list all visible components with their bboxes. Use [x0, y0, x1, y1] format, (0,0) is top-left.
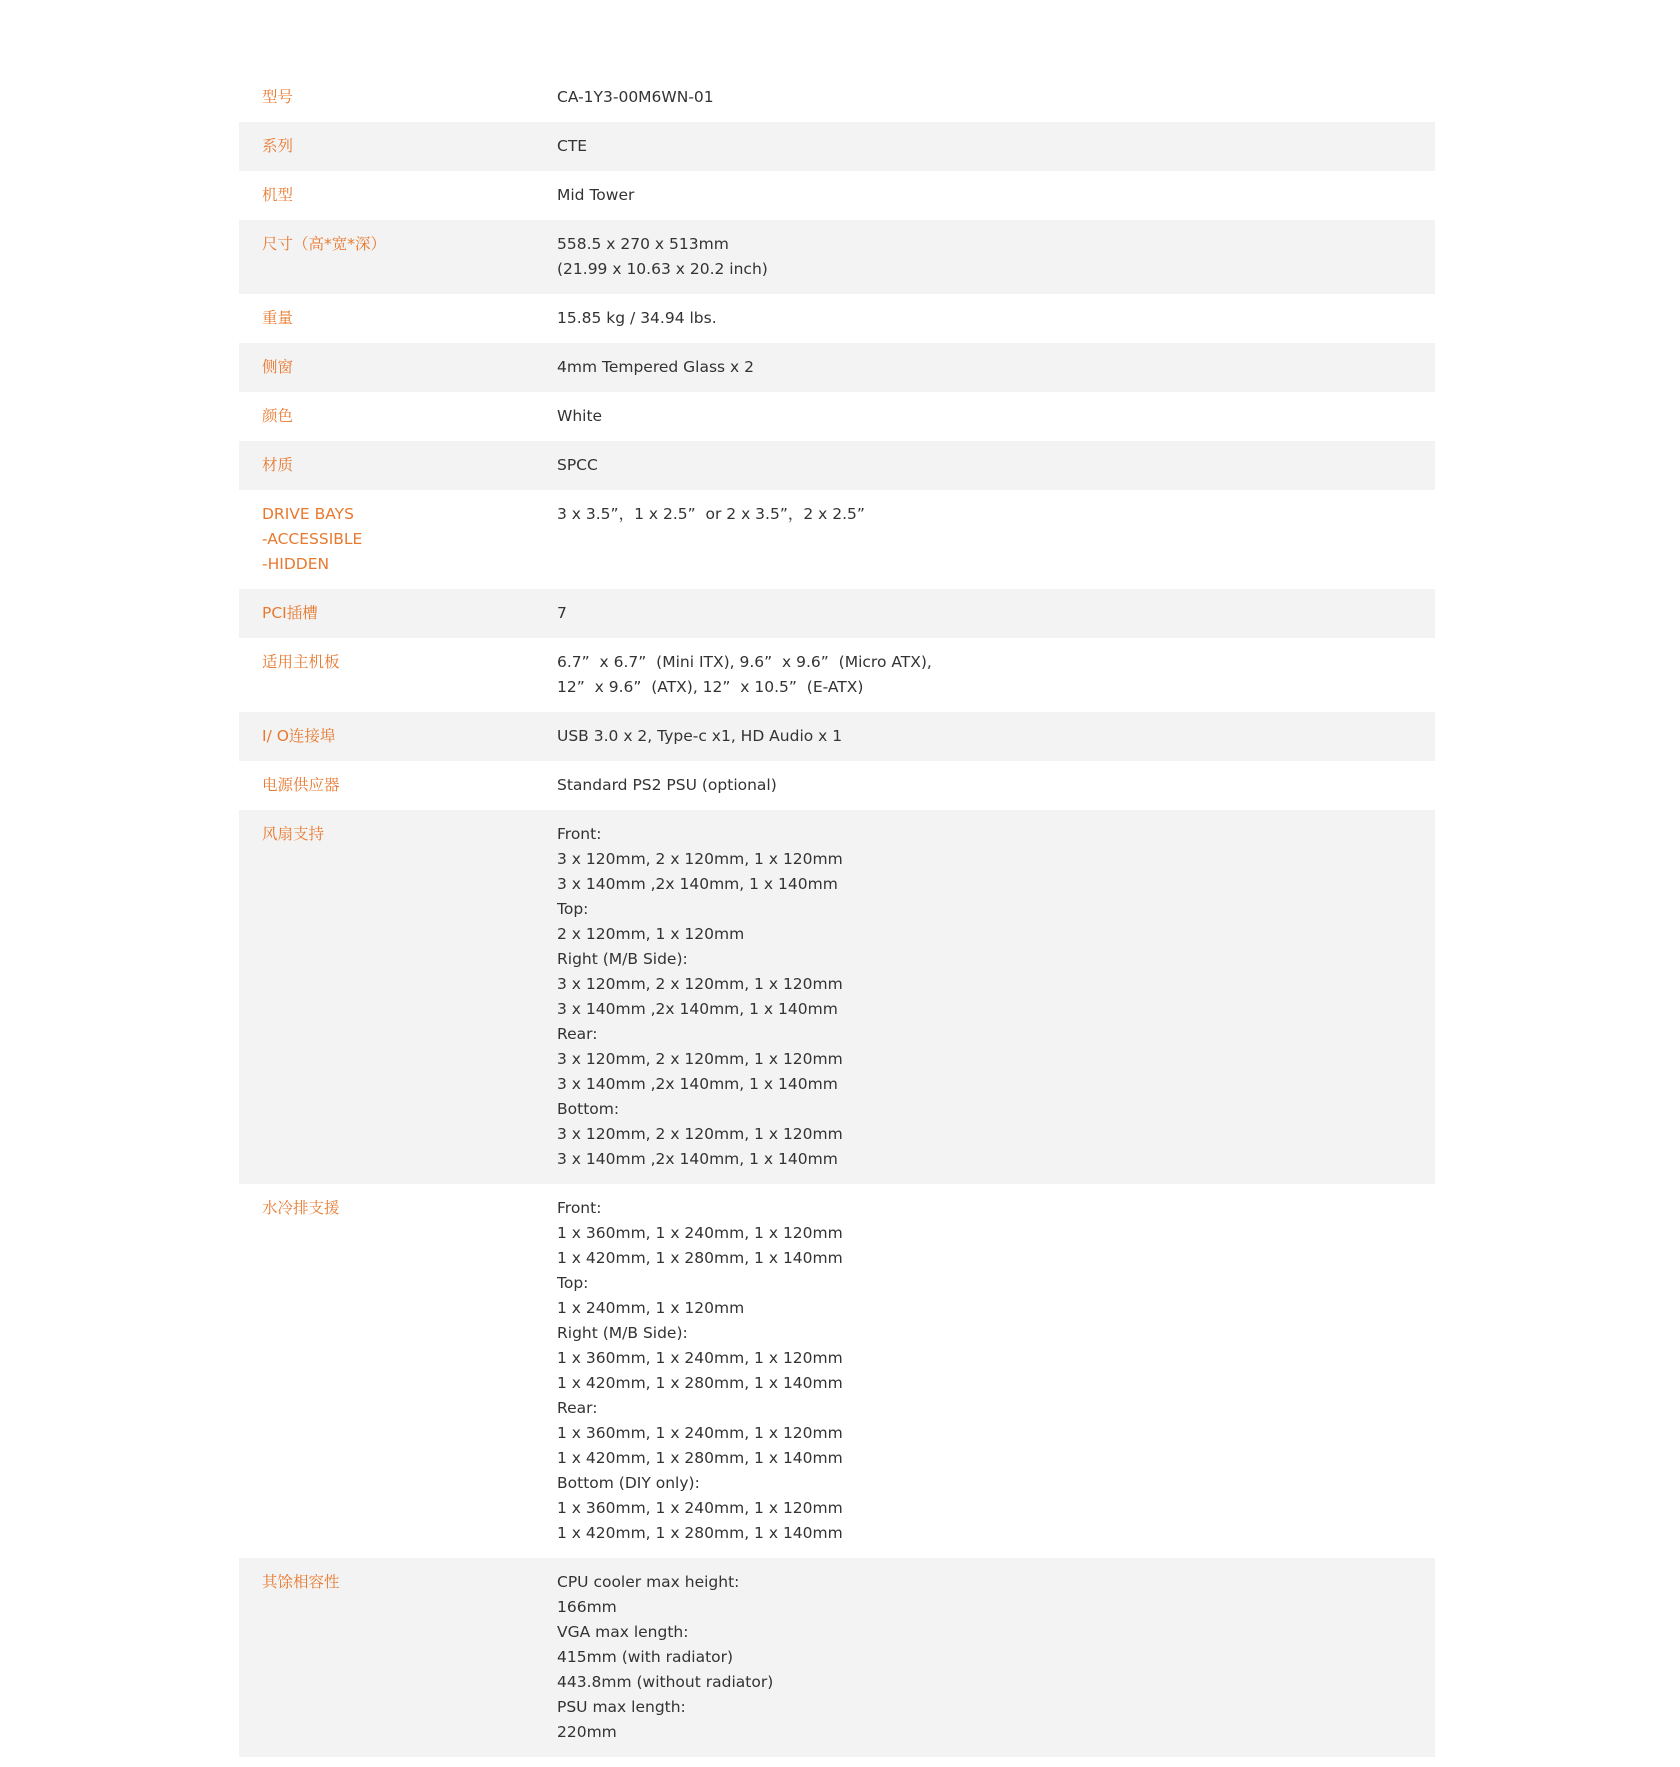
spec-label: 材质: [262, 456, 294, 474]
spec-label: PCI插槽: [262, 604, 318, 622]
spec-value-line: Rear:: [557, 1399, 598, 1417]
spec-value-line: 15.85 kg / 34.94 lbs.: [557, 309, 717, 327]
spec-value: [557, 306, 1435, 331]
spec-value-line: Front:: [557, 825, 602, 843]
spec-row: [239, 441, 1435, 490]
spec-value-line: CTE: [557, 137, 588, 155]
spec-value-line: SPCC: [557, 456, 598, 474]
spec-value: [557, 1570, 1435, 1745]
spec-value-line: 3 x 120mm, 2 x 120mm, 1 x 120mm: [557, 1125, 843, 1143]
spec-value-line: 1 x 420mm, 1 x 280mm, 1 x 140mm: [557, 1374, 843, 1392]
spec-label: DRIVE BAYS -ACCESSIBLE -HIDDEN: [262, 505, 363, 573]
spec-value: [557, 1196, 1435, 1546]
spec-value-line: 1 x 420mm, 1 x 280mm, 1 x 140mm: [557, 1449, 843, 1467]
spec-label: 重量: [262, 309, 294, 327]
spec-value-line: VGA max length:: [557, 1623, 689, 1641]
spec-row: [239, 343, 1435, 392]
spec-row: [239, 1558, 1435, 1757]
spec-row: [239, 810, 1435, 1184]
spec-value-line: 2 x 120mm, 1 x 120mm: [557, 925, 745, 943]
spec-label: 水冷排支援: [262, 1199, 340, 1217]
spec-row: [239, 490, 1435, 589]
spec-value-line: 443.8mm (without radiator): [557, 1673, 774, 1691]
spec-value-line: 1 x 360mm, 1 x 240mm, 1 x 120mm: [557, 1349, 843, 1367]
spec-value: [557, 355, 1435, 380]
spec-value-line: 12” x 9.6” (ATX), 12” x 10.5” (E-ATX): [557, 678, 864, 696]
spec-label: 风扇支持: [262, 825, 325, 843]
spec-value-line: Mid Tower: [557, 186, 635, 204]
spec-label: 颜色: [262, 407, 294, 425]
spec-row: [239, 171, 1435, 220]
spec-label: 尺寸（高*宽*深）: [262, 235, 387, 253]
spec-value-line: 1 x 360mm, 1 x 240mm, 1 x 120mm: [557, 1499, 843, 1517]
spec-value-line: Front:: [557, 1199, 602, 1217]
spec-value-line: 3 x 140mm ,2x 140mm, 1 x 140mm: [557, 1000, 838, 1018]
spec-value-line: 7: [557, 604, 567, 622]
spec-value-line: 1 x 240mm, 1 x 120mm: [557, 1299, 745, 1317]
spec-row: [239, 712, 1435, 761]
spec-label: 系列: [262, 137, 294, 155]
spec-value-line: Top:: [557, 900, 589, 918]
spec-label: 电源供应器: [262, 776, 340, 794]
spec-value: [557, 724, 1435, 749]
spec-value-line: 1 x 420mm, 1 x 280mm, 1 x 140mm: [557, 1249, 843, 1267]
spec-value: [557, 502, 1435, 527]
spec-table: [239, 73, 1435, 1757]
spec-row: [239, 589, 1435, 638]
spec-value-line: (21.99 x 10.63 x 20.2 inch): [557, 260, 768, 278]
spec-label: 型号: [262, 88, 294, 106]
spec-value-line: CA-1Y3-00M6WN-01: [557, 88, 714, 106]
spec-value: [557, 822, 1435, 1172]
spec-label: 其馀相容性: [262, 1573, 340, 1591]
spec-value-line: 3 x 3.5”，1 x 2.5” or 2 x 3.5”，2 x 2.5”: [557, 505, 865, 523]
spec-row: [239, 122, 1435, 171]
spec-value-line: 3 x 120mm, 2 x 120mm, 1 x 120mm: [557, 1050, 843, 1068]
spec-value-line: 1 x 360mm, 1 x 240mm, 1 x 120mm: [557, 1224, 843, 1242]
spec-row: [239, 392, 1435, 441]
spec-value-line: 1 x 420mm, 1 x 280mm, 1 x 140mm: [557, 1524, 843, 1542]
spec-value: [557, 601, 1435, 626]
spec-label: 机型: [262, 186, 294, 204]
spec-row: [239, 1184, 1435, 1558]
spec-value-line: 558.5 x 270 x 513mm: [557, 235, 729, 253]
spec-value-line: 6.7” x 6.7” (Mini ITX), 9.6” x 9.6” (Micro ATX),: [557, 653, 932, 671]
spec-value-line: Right (M/B Side):: [557, 950, 688, 968]
spec-value-line: Bottom:: [557, 1100, 620, 1118]
spec-value-line: USB 3.0 x 2, Type-c x1, HD Audio x 1: [557, 727, 843, 745]
spec-value: [557, 773, 1435, 798]
spec-value-line: Right (M/B Side):: [557, 1324, 688, 1342]
spec-value-line: 3 x 120mm, 2 x 120mm, 1 x 120mm: [557, 975, 843, 993]
spec-value-line: 220mm: [557, 1723, 617, 1741]
spec-value: [557, 232, 1435, 282]
spec-row: [239, 220, 1435, 294]
spec-label: I/ O连接埠: [262, 727, 336, 745]
spec-label: 适用主机板: [262, 653, 340, 671]
spec-value-line: 166mm: [557, 1598, 617, 1616]
spec-value-line: Rear:: [557, 1025, 598, 1043]
spec-value: [557, 453, 1435, 478]
spec-value: [557, 134, 1435, 159]
spec-value-line: Bottom (DIY only):: [557, 1474, 700, 1492]
spec-row: [239, 638, 1435, 712]
spec-value-line: 4mm Tempered Glass x 2: [557, 358, 755, 376]
spec-value-line: 3 x 140mm ,2x 140mm, 1 x 140mm: [557, 1150, 838, 1168]
spec-value-line: 3 x 140mm ,2x 140mm, 1 x 140mm: [557, 1075, 838, 1093]
spec-value-line: Standard PS2 PSU (optional): [557, 776, 777, 794]
spec-value-line: PSU max length:: [557, 1698, 686, 1716]
spec-row: [239, 73, 1435, 122]
spec-value: [557, 183, 1435, 208]
spec-value-line: 1 x 360mm, 1 x 240mm, 1 x 120mm: [557, 1424, 843, 1442]
spec-value: [557, 650, 1435, 700]
spec-value-line: 415mm (with radiator): [557, 1648, 734, 1666]
spec-value-line: 3 x 140mm ,2x 140mm, 1 x 140mm: [557, 875, 838, 893]
spec-value: [557, 404, 1435, 429]
spec-value-line: CPU cooler max height:: [557, 1573, 740, 1591]
spec-label: 侧窗: [262, 358, 294, 376]
spec-value-line: Top:: [557, 1274, 589, 1292]
spec-value: [557, 85, 1435, 110]
spec-value-line: White: [557, 407, 603, 425]
spec-row: [239, 294, 1435, 343]
spec-row: [239, 761, 1435, 810]
spec-value-line: 3 x 120mm, 2 x 120mm, 1 x 120mm: [557, 850, 843, 868]
